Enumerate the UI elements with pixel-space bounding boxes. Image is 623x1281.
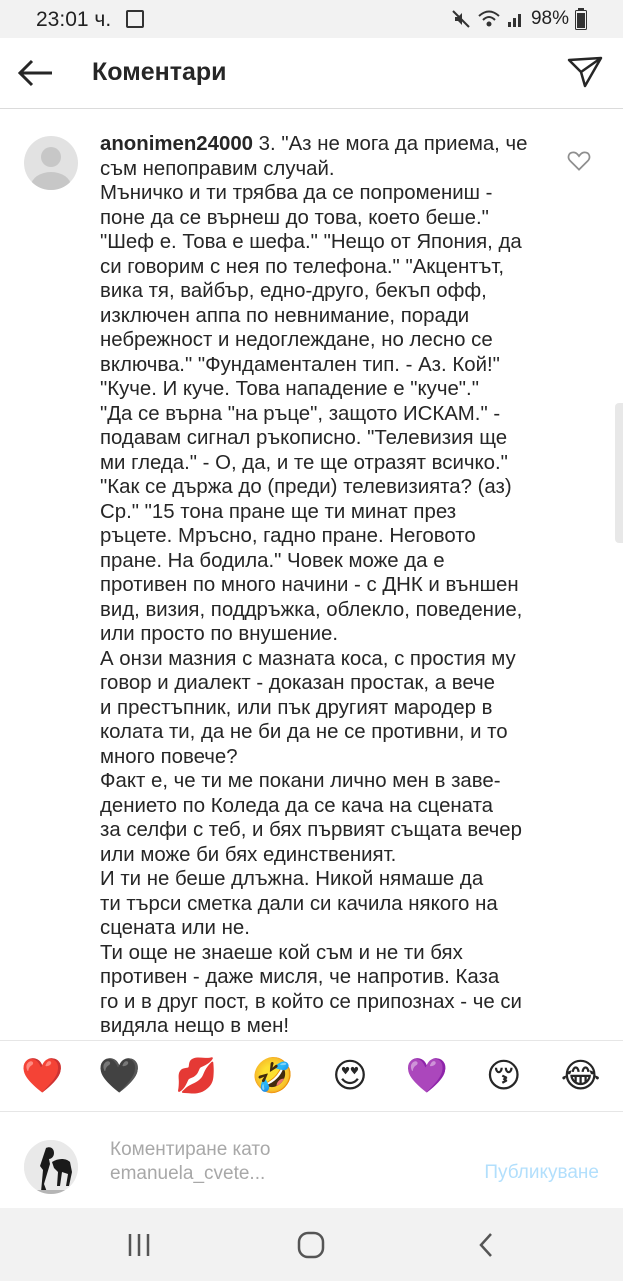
status-right <box>451 8 587 30</box>
comment-input[interactable]: Коментиране като emanuela_cvete... <box>110 1139 271 1184</box>
comment-composer <box>0 1112 623 1208</box>
emoji-purple-heart[interactable]: 💜 <box>405 1056 448 1096</box>
send-icon[interactable] <box>565 52 605 92</box>
home-icon[interactable] <box>294 1228 328 1262</box>
default-avatar-icon <box>24 136 78 190</box>
comment-username[interactable]: anonimen24000 <box>100 133 253 155</box>
emoji-heart-eyes[interactable]: 😍 <box>332 1056 368 1096</box>
wifi-icon <box>477 9 501 29</box>
status-bar <box>0 0 623 38</box>
user-photo-icon <box>24 1140 78 1194</box>
comment-body <box>100 132 550 1039</box>
avatar[interactable] <box>24 136 78 190</box>
scrollbar[interactable] <box>615 403 623 543</box>
signal-icon <box>507 9 525 29</box>
recent-apps-icon[interactable] <box>122 1228 156 1262</box>
emoji-black-heart[interactable]: 🖤 <box>98 1056 141 1096</box>
comment-list[interactable] <box>0 108 623 1040</box>
mute-icon <box>451 9 471 29</box>
comments-header <box>0 38 623 109</box>
comment-text: 3. "Аз не мога да приема, че съм непоправим случай. Мъничко и ти трябва да се попромениш - поне да се върнеш до това, което беше." "Шеф е. Това е шефа." "Нещо от Япония, да си говорим с нея по телефона." "Акцентът, вика тя, вайбър, едно-друго, бекъп офф, изключен аппа по невнимание, поради небрежност и недоглеждане, но лесно се включва." "Фундаментален тип. - Аз. Кой!" "Куче. И куче. Това нападение е "куче"." "Да се върна "на ръце", защото ИСКАМ." - подавам сигнал ръкописно. "Телевизия ще ми гледа." - О, да, и те ще отразят всичко." "Как се държа до (преди) телевизията? (аз) Ср." "15 тона пране ще ти минат през ръцете. Мръсно, гадно пране. Неговото пране. На бодила." Човек може да е противен по много начини - с ДНК и външен вид, визия, поддръжка, облекло, поведение, или просто по внушение. А онзи мазния с мазната коса, с простия му говор и диалект - доказан простак, а вече и престъпник, или пък другият мародер в колата ти, да не би да не се противни, и то много повече? Факт е, че ти ме покани лично мен в заве- дението по Коледа да се кача на сцената за селфи с теб, и бях първият същата вечер или може би бях единственият. И ти не беше длъжна. Никой нямаше да ти търси сметка дали си качила някого на сцената или не. Ти още не знаеше кой съм и не ти бях противен - даже мисля, че напротив. Каза го и в друг пост, в който се припознах - че си видяла нещо в мен! <box>100 133 528 1037</box>
arrow-left-icon[interactable] <box>16 53 56 93</box>
battery-level: 98% <box>530 8 569 29</box>
battery-icon <box>575 8 587 30</box>
heart-outline-icon[interactable] <box>566 148 592 174</box>
screenshot-icon <box>126 10 144 28</box>
emoji-reaction-bar <box>0 1040 623 1112</box>
emoji-kissing[interactable]: 😚 <box>485 1056 522 1096</box>
emoji-joy[interactable]: 😂 <box>560 1056 601 1096</box>
emoji-kiss-mark[interactable]: 💋 <box>175 1056 218 1096</box>
user-avatar <box>24 1140 78 1194</box>
publish-button[interactable]: Публикуване <box>484 1162 599 1183</box>
emoji-rofl[interactable]: 🤣 <box>251 1056 295 1096</box>
status-time: 23:01 ч. <box>36 8 112 31</box>
emoji-red-heart[interactable]: ❤️ <box>21 1056 64 1096</box>
back-icon[interactable] <box>470 1228 504 1262</box>
page-title: Коментари <box>92 58 227 86</box>
system-nav-bar <box>0 1208 623 1281</box>
